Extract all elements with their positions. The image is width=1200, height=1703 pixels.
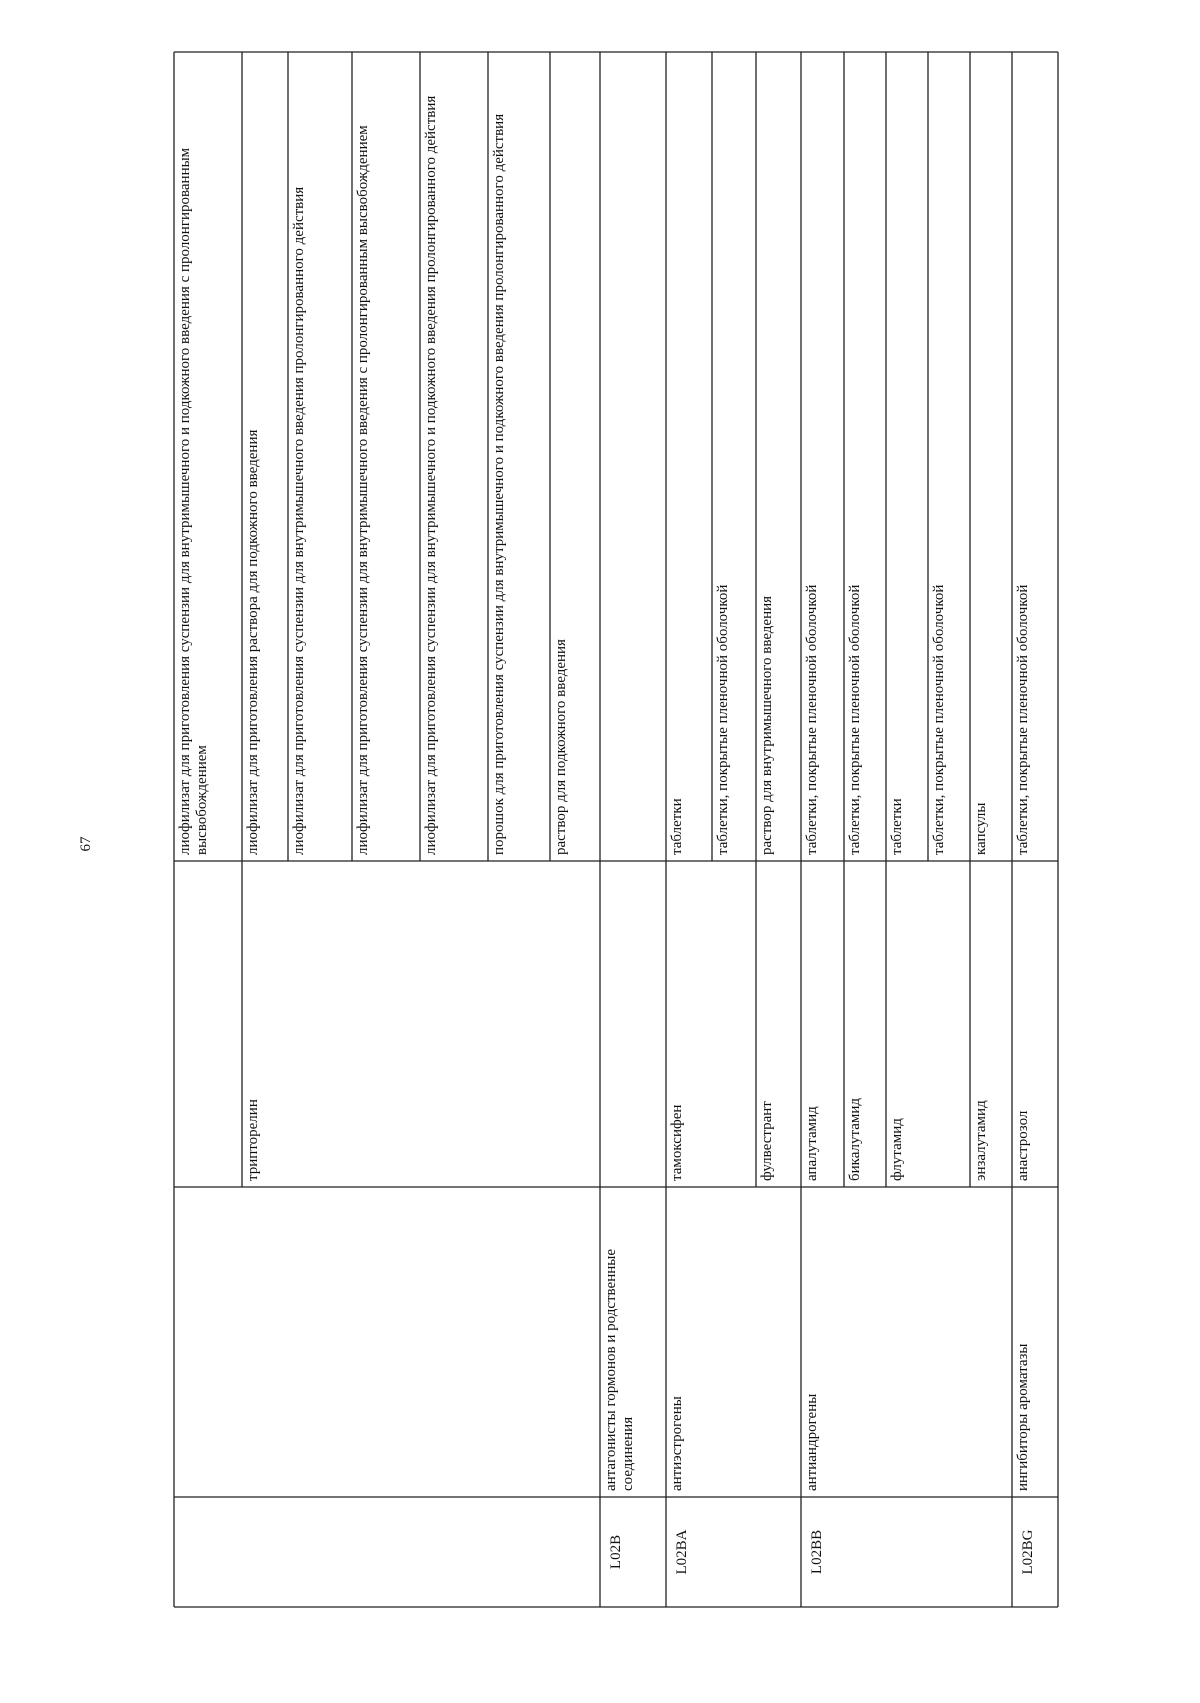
cell-form: таблетки, покрытые пленочной оболочкой bbox=[931, 584, 947, 855]
cell-drug: апалутамид bbox=[804, 1106, 820, 1181]
drug-table bbox=[174, 52, 1148, 1607]
cell-drug: бикалутамид bbox=[847, 1097, 863, 1181]
cell-form: таблетки bbox=[669, 798, 685, 855]
cell-form: таблетки, покрытые пленочной оболочкой bbox=[847, 584, 863, 855]
page-number: 67 bbox=[78, 836, 94, 852]
cell-code: L02BB bbox=[809, 1529, 825, 1575]
cell-form: раствор для внутримышечного введения bbox=[759, 595, 775, 855]
cell-drug: анастрозол bbox=[1015, 1110, 1031, 1181]
cell-drug: трипторелин bbox=[245, 1099, 261, 1181]
cell-group: антагонисты гормонов и родственные соединения bbox=[603, 1249, 636, 1491]
cell-form: лиофилизат для приготовления раствора для подкожного введения bbox=[245, 429, 261, 855]
cell-form: лиофилизат для приготовления суспензии для внутримышечного введения пролонгированного действия bbox=[291, 186, 307, 855]
cell-form: таблетки, покрытые пленочной оболочкой bbox=[804, 584, 820, 855]
cell-form: таблетки, покрытые пленочной оболочкой bbox=[715, 584, 731, 855]
cell-drug: фулвестрант bbox=[759, 1101, 775, 1181]
cell-form: раствор для подкожного введения bbox=[553, 639, 569, 855]
cell-form: лиофилизат для приготовления суспензии для внутримышечного и подкожного введения с пролонгированным высвобождением bbox=[177, 147, 210, 855]
cell-form: лиофилизат для приготовления суспензии для внутримышечного введения с пролонгированным высвобождением bbox=[355, 125, 371, 855]
cell-group: антиэстрогены bbox=[669, 1396, 685, 1491]
cell-code: L02B bbox=[608, 1534, 624, 1570]
cell-form: порошок для приготовления суспензии для внутримышечного и подкожного введения пролонгированного действия bbox=[491, 113, 507, 855]
cell-drug: энзалутамид bbox=[973, 1100, 989, 1181]
cell-group: антиандрогены bbox=[804, 1393, 820, 1491]
cell-form: таблетки bbox=[889, 798, 905, 855]
cell-code: L02BA bbox=[674, 1529, 690, 1575]
cell-form: лиофилизат для приготовления суспензии для внутримышечного и подкожного введения пролонгированного действия bbox=[423, 95, 439, 855]
cell-group: ингибиторы ароматазы bbox=[1015, 1343, 1031, 1491]
cell-form: таблетки, покрытые пленочной оболочкой bbox=[1015, 584, 1031, 855]
cell-drug: флутамид bbox=[889, 1118, 905, 1181]
cell-drug: тамоксифен bbox=[669, 1104, 685, 1181]
cell-form: капсулы bbox=[973, 802, 989, 855]
cell-code: L02BG bbox=[1020, 1529, 1036, 1575]
